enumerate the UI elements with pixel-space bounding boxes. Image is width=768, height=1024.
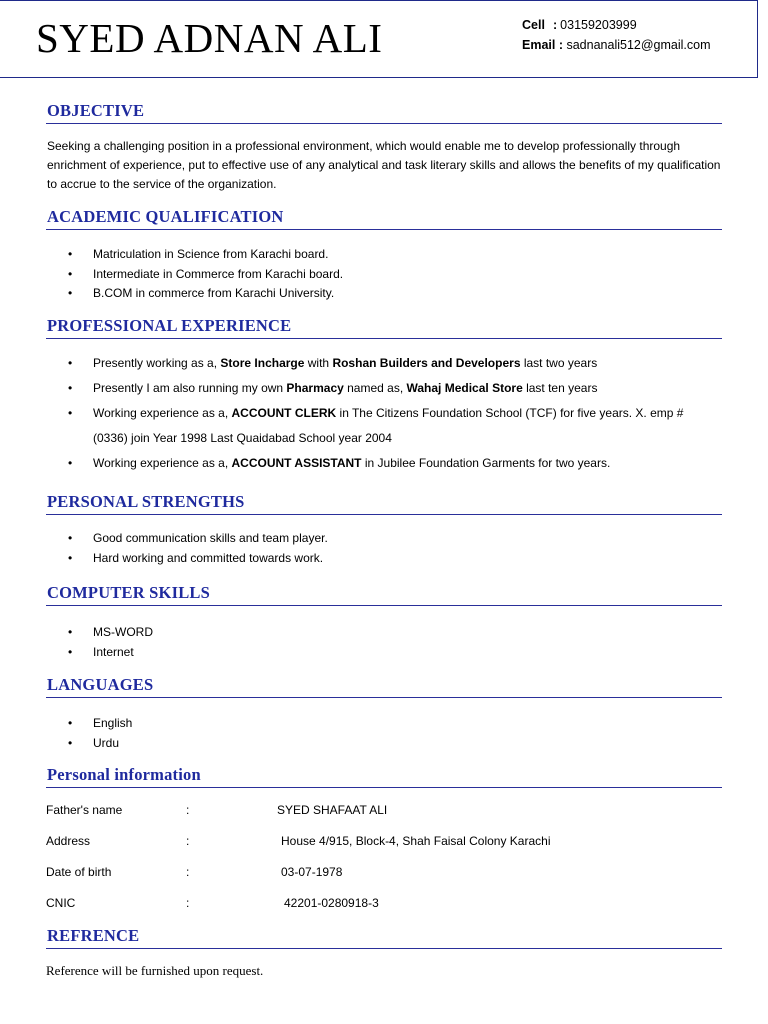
- field-label: CNIC: [46, 896, 76, 910]
- computer-list: [46, 622, 722, 662]
- bullet-icon: •: [68, 286, 73, 300]
- bullet-icon: •: [68, 550, 73, 565]
- bullet-icon: •: [68, 356, 73, 370]
- languages-section: [46, 675, 722, 753]
- personal-table: [46, 803, 722, 913]
- academic-list: [46, 245, 722, 304]
- list-item: • Internet: [46, 642, 722, 662]
- bullet-icon: •: [68, 381, 73, 395]
- email-label: Email :: [522, 38, 563, 52]
- personal-section: [46, 765, 722, 788]
- objective-heading: OBJECTIVE: [46, 101, 722, 124]
- list-item: • MS-WORD: [46, 622, 722, 642]
- personal-heading: Personal information: [46, 765, 722, 788]
- list-item: • Hard working and committed towards work.: [46, 549, 722, 569]
- list-item: • Working experience as a, ACCOUNT ASSISTANT in Jubilee Foundation Garments for two years.: [46, 451, 722, 476]
- reference-section: [46, 926, 722, 979]
- objective-section: [46, 101, 722, 194]
- reference-heading: REFRENCE: [46, 926, 722, 949]
- strengths-section: [46, 492, 722, 568]
- field-label: Date of birth: [46, 865, 112, 879]
- list-item: • Urdu: [46, 733, 722, 753]
- contact-block: [522, 15, 711, 55]
- candidate-name: SYED ADNAN ALI: [36, 15, 383, 61]
- field-value: SYED SHAFAAT ALI: [277, 803, 388, 817]
- list-item: • Presently I am also running my own Pharmacy named as, Wahaj Medical Store last ten years: [46, 376, 722, 401]
- bullet-icon: •: [68, 456, 73, 470]
- list-item: • B.COM in commerce from Karachi University.: [46, 284, 722, 304]
- computer-section: [46, 583, 722, 662]
- bullet-icon: •: [68, 531, 73, 545]
- computer-heading: COMPUTER SKILLS: [46, 583, 722, 606]
- field-value: 42201-0280918-3: [284, 896, 379, 910]
- strengths-list: [46, 529, 722, 568]
- objective-text: Seeking a challenging position in a professional environment, which would enable me to develop professionally through enrichment of experience, put to effective use of any analytical and task literary skills and allows the benefits of my qualification to accrue to the service of the organization.: [47, 139, 721, 191]
- experience-heading: PROFESSIONAL EXPERIENCE: [46, 316, 722, 339]
- languages-heading: LANGUAGES: [46, 675, 722, 698]
- reference-text: Reference will be furnished upon request.: [46, 963, 264, 978]
- list-item: • Good communication skills and team player.: [46, 529, 722, 549]
- field-separator: :: [186, 896, 190, 910]
- email-address: sadnanali512@gmail.com: [566, 38, 711, 52]
- list-item: • Presently working as a, Store Incharge with Roshan Builders and Developers last two years: [46, 351, 722, 376]
- experience-list: [46, 351, 722, 476]
- list-item: • English: [46, 713, 722, 733]
- bullet-icon: •: [68, 406, 73, 420]
- cell-number: 03159203999: [560, 18, 637, 32]
- bullet-icon: •: [68, 645, 73, 659]
- strengths-heading: PERSONAL STRENGTHS: [46, 492, 722, 515]
- field-label: Father's name: [46, 803, 123, 817]
- academic-heading: ACADEMIC QUALIFICATION: [46, 207, 722, 230]
- bullet-icon: •: [68, 736, 73, 750]
- email-row: [522, 35, 711, 55]
- academic-section: [46, 207, 722, 304]
- list-item: • Intermediate in Commerce from Karachi board.: [46, 265, 722, 285]
- cell-label: Cell: [522, 18, 545, 32]
- bullet-icon: •: [68, 247, 73, 261]
- field-separator: :: [186, 865, 190, 879]
- list-item: • Matriculation in Science from Karachi board.: [46, 245, 722, 265]
- field-value: House 4/915, Block-4, Shah Faisal Colony Karachi: [281, 834, 551, 848]
- bullet-icon: •: [68, 625, 73, 639]
- list-item: • Working experience as a, ACCOUNT CLERK in The Citizens Foundation School (TCF) for five years. X. emp #: [46, 401, 722, 426]
- languages-list: [46, 713, 722, 753]
- field-value: 03-07-1978: [281, 865, 343, 879]
- field-separator: :: [186, 834, 190, 848]
- bullet-icon: •: [68, 716, 73, 730]
- field-label: Address: [46, 834, 91, 848]
- bullet-icon: •: [68, 266, 73, 281]
- experience-section: [46, 316, 722, 476]
- cell-row: [522, 15, 711, 35]
- cell-separator: :: [553, 18, 558, 32]
- list-item-continuation: (0336) join Year 1998 Last Quaidabad School year 2004: [93, 431, 392, 445]
- field-separator: :: [186, 803, 190, 817]
